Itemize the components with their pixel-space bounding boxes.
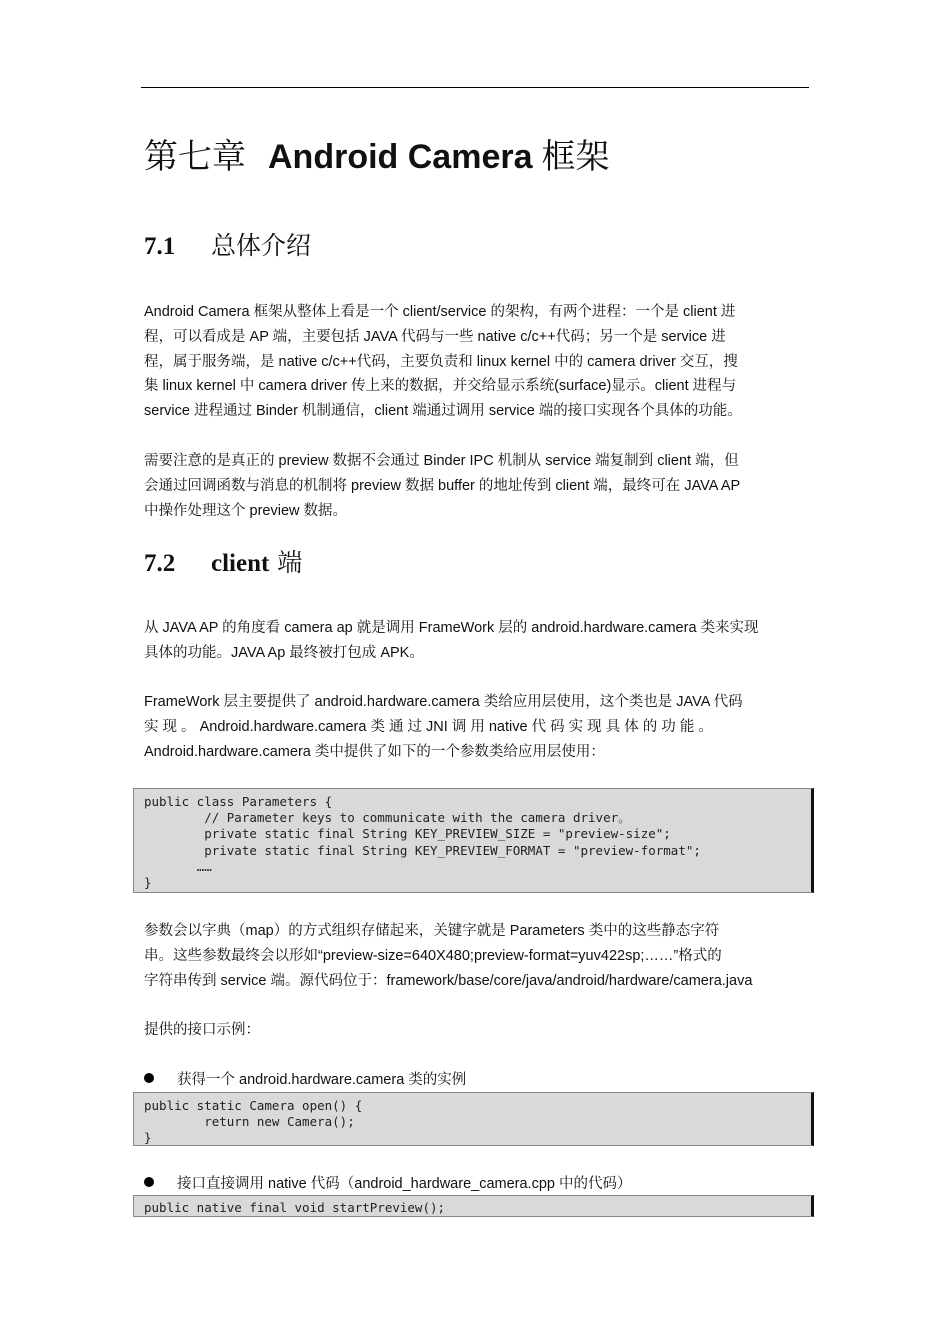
top-rule	[141, 87, 809, 88]
code-line: }	[144, 1130, 152, 1146]
text-line: Android Camera 框架从整体上看是一个 client/service 的架构，有两个进程：一个是 client 进	[144, 304, 736, 320]
text-line: Android.hardware.camera 类中提供了如下的一个参数类给应用层使用：	[144, 743, 605, 760]
code-block-start-preview	[133, 1195, 814, 1217]
bullet-dot-icon	[144, 1073, 154, 1083]
text-line: 中操作处理这个 preview 数据。	[144, 502, 348, 519]
section-number: 7.1	[144, 233, 176, 260]
bullet-item	[144, 1172, 631, 1196]
paragraph-preview-note	[144, 449, 808, 523]
chapter-suffix: 框架	[541, 137, 610, 177]
paragraph-framework	[144, 690, 808, 764]
text-line: 从 JAVA AP 的角度看 camera ap 就是调用 FrameWork 层的 android.hardware.camera 类来实现	[144, 620, 759, 636]
code-line: private static final String KEY_PREVIEW_FORMAT = "preview-format";	[144, 842, 701, 858]
code-block-parameters	[133, 788, 814, 893]
text-line: service 进程通过 Binder 机制通信，client 端通过调用 service 端的接口实现各个具体的功能。	[144, 403, 742, 420]
section-title: 总体介绍	[211, 231, 312, 260]
text-line: FrameWork 层主要提供了 android.hardware.camera 类给应用层使用，这个类也是 JAVA 代码	[144, 694, 743, 710]
bullet-text: 接口直接调用 native 代码（android_hardware_camera.cpp 中的代码）	[177, 1176, 632, 1192]
section-number: 7.2	[144, 550, 176, 577]
text-line: 需要注意的是真正的 preview 数据不会通过 Binder IPC 机制从 service 端复制到 client 端，但	[144, 453, 739, 469]
code-line: ……	[144, 858, 212, 874]
text-line: 串。这些参数最终会以形如“preview-size=640X480;preview-format=yuv422sp;……”格式的	[144, 947, 722, 964]
text-line: 实 现 。 Android.hardware.camera 类 通 过 JNI 调 用 native 代 码 实 现 具 体 的 功 能 。	[144, 718, 713, 735]
code-line: return new Camera();	[144, 1114, 355, 1130]
bullet-text: 获得一个 android.hardware.camera 类的实例	[177, 1072, 467, 1088]
chapter-prefix: 第七章	[144, 137, 246, 177]
text-line: 会通过回调函数与消息的机制将 preview 数据 buffer 的地址传到 client 端，最终可在 JAVA AP	[144, 477, 741, 494]
section-heading-7-1	[144, 229, 311, 264]
paragraph-params	[144, 919, 808, 993]
code-line: // Parameter keys to communicate with the camera driver。	[144, 810, 631, 826]
text-line: 程，属于服务端，是 native c/c++代码，主要负责和 linux kernel 中的 camera driver 交互，搜	[144, 353, 738, 370]
code-line: private static final String KEY_PREVIEW_SIZE = "preview-size";	[144, 826, 671, 842]
code-block-open	[133, 1092, 814, 1146]
paragraph-intro	[144, 300, 808, 424]
code-line: }	[144, 875, 152, 891]
text-line: 具体的功能。JAVA Ap 最终被打包成 APK。	[144, 644, 424, 661]
code-line: public static Camera open() {	[144, 1098, 363, 1113]
paragraph-client-intro	[144, 616, 808, 666]
code-line: public class Parameters {	[144, 794, 333, 809]
bullet-item	[144, 1068, 466, 1092]
text-line: 提供的接口示例：	[144, 1022, 260, 1038]
text-line: 集 linux kernel 中 camera driver 传上来的数据，并交给显示系统(surface)显示。client 进程与	[144, 378, 737, 395]
chapter-title	[144, 132, 610, 182]
code-line: public native final void startPreview();	[144, 1200, 446, 1215]
text-line: 参数会以字典（map）的方式组织存储起来，关键字就是 Parameters 类中的这些静态字符	[144, 923, 720, 939]
chapter-latin: Android Camera	[268, 138, 533, 176]
section-title-suffix: 端	[277, 548, 303, 577]
section-title-latin: client	[211, 550, 270, 577]
text-line: 程，可以看成是 AP 端，主要包括 JAVA 代码与一些 native c/c++代码；另一个是 service 进	[144, 328, 726, 345]
paragraph-examples	[144, 1018, 808, 1043]
text-line: 字符串传到 service 端。源代码位于：framework/base/core/java/android/hardware/camera.java	[144, 972, 753, 989]
bullet-dot-icon	[144, 1177, 154, 1187]
section-heading-7-2	[144, 546, 302, 581]
